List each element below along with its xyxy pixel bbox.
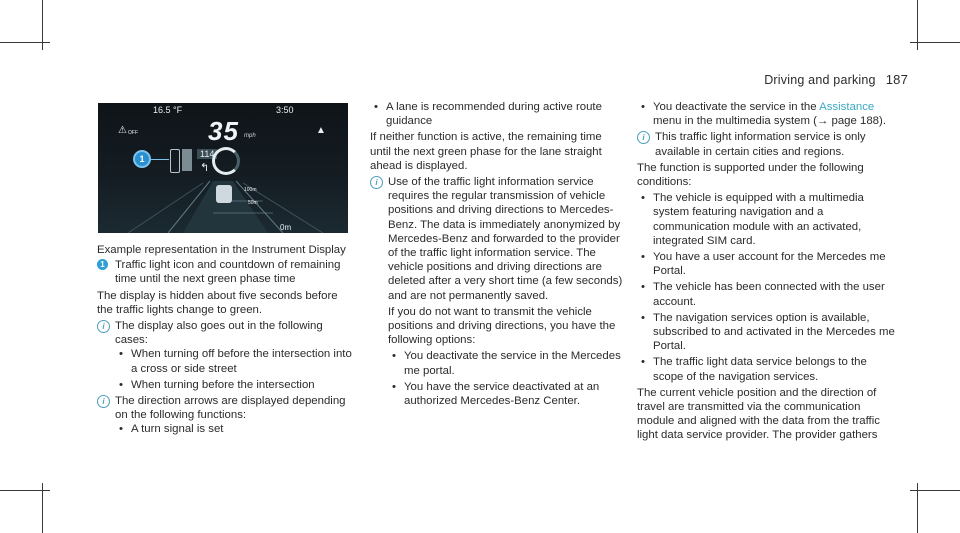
paragraph: The function is supported under the following conditions:	[637, 161, 864, 189]
temperature-readout: 16.5 °F	[153, 105, 183, 115]
note-text: The direction arrows are displayed depending on the following functions:	[115, 395, 346, 422]
note-text: Use of the traffic light information service requires the regular transmission of vehicle positions and driving directions to Mercedes-Benz. The data is immediately anonymized by Mercedes-Benz and forwarded to the provider of the traffic light information service. The vehicle positions and driving directions are deleted after a very short time (a few seconds) and are not permanently saved.	[388, 176, 623, 302]
crop-mark	[910, 490, 960, 491]
note-text: This traffic light information service is only available in certain cities and regions.	[655, 131, 866, 158]
note-block	[97, 319, 354, 392]
right-column	[637, 100, 899, 445]
middle-column	[370, 100, 625, 410]
vehicle-ahead-icon	[216, 185, 232, 203]
legend-text: Traffic light icon and countdown of remaining time until the next green phase time	[115, 259, 341, 286]
note-continuation: If you do not want to transmit the vehicle positions and driving directions, you have the following options:	[388, 305, 616, 347]
note-text: The display also goes out in the following cases:	[115, 320, 323, 347]
speed-readout: 35	[208, 116, 239, 146]
note-block	[370, 175, 625, 408]
list-item: • A lane is recommended during active route guidance	[370, 100, 625, 128]
countdown-ring	[212, 147, 240, 175]
crop-mark	[0, 42, 50, 43]
note-block	[637, 130, 899, 158]
list-item: • You deactivate the service in the Mercedes me portal.	[388, 349, 625, 377]
assistance-menu-link[interactable]: Assistance	[819, 101, 875, 113]
paragraph: The display is hidden about five seconds before the traffic lights change to green.	[97, 289, 338, 316]
crop-mark	[0, 490, 50, 491]
list-item: • A turn signal is set	[115, 422, 354, 436]
legend-entry	[97, 258, 354, 286]
distance-marker-100: 100m	[244, 187, 257, 193]
info-icon: i	[637, 131, 650, 144]
speed-unit: mph	[244, 133, 256, 139]
driver-assist-icon: ▲	[316, 125, 326, 136]
distance-readout: 114	[197, 149, 217, 159]
list-item: • When turning off before the intersection into a cross or side street	[115, 347, 354, 375]
traffic-light-icon	[170, 149, 180, 173]
lane-indicator	[182, 149, 192, 171]
list-item: • The vehicle has been connected with the user account.	[637, 280, 899, 308]
list-item: • When turning before the intersection	[115, 378, 354, 392]
info-icon: i	[370, 176, 383, 189]
info-icon: i	[97, 320, 110, 333]
callout-badge: 1	[135, 152, 149, 166]
paragraph: The current vehicle position and the direction of travel are transmitted via the communication module and aligned with the data from the traffic light data service provider. The provider gathers	[637, 386, 880, 442]
off-label: OFF	[128, 130, 138, 136]
paragraph: If neither function is active, the remaining time until the next green phase for the lane straight ahead is displayed.	[370, 131, 602, 172]
note-block	[97, 394, 354, 437]
list-item-text: menu in the multimedia system (→ page 188).	[653, 115, 886, 128]
left-column	[97, 243, 354, 439]
clock-readout: 3:50	[276, 105, 294, 115]
list-item: • The traffic light data service belongs to the scope of the navigation services.	[637, 355, 899, 383]
section-title: Driving and parking	[764, 73, 876, 87]
list-item: • The vehicle is equipped with a multimedia system featuring navigation and a communication module with an activated, integrated SIM card.	[637, 191, 899, 248]
page-number: 187	[885, 72, 908, 87]
crop-mark	[910, 42, 960, 43]
list-item: • You have the service deactivated at an authorized Mercedes-Benz Center.	[388, 380, 625, 408]
page-header	[764, 72, 908, 87]
list-item: • You have a user account for the Mercedes me Portal.	[637, 250, 899, 278]
instrument-display-image	[98, 103, 348, 233]
list-item-text: You deactivate the service in the	[653, 101, 817, 113]
legend-number: 1	[97, 259, 108, 270]
callout-line	[151, 159, 169, 160]
assist-off-icon: ⚠	[118, 125, 127, 136]
image-caption: Example representation in the Instrument Display	[97, 244, 346, 256]
list-item: • The navigation services option is available, subscribed to and activated in the Mercedes me Portal.	[637, 311, 899, 354]
list-item	[637, 100, 899, 128]
info-icon: i	[97, 395, 110, 408]
turn-arrow-icon: ↰	[200, 162, 210, 174]
distance-marker-0: 0m	[280, 223, 292, 232]
distance-marker-50: 50m	[248, 200, 258, 206]
